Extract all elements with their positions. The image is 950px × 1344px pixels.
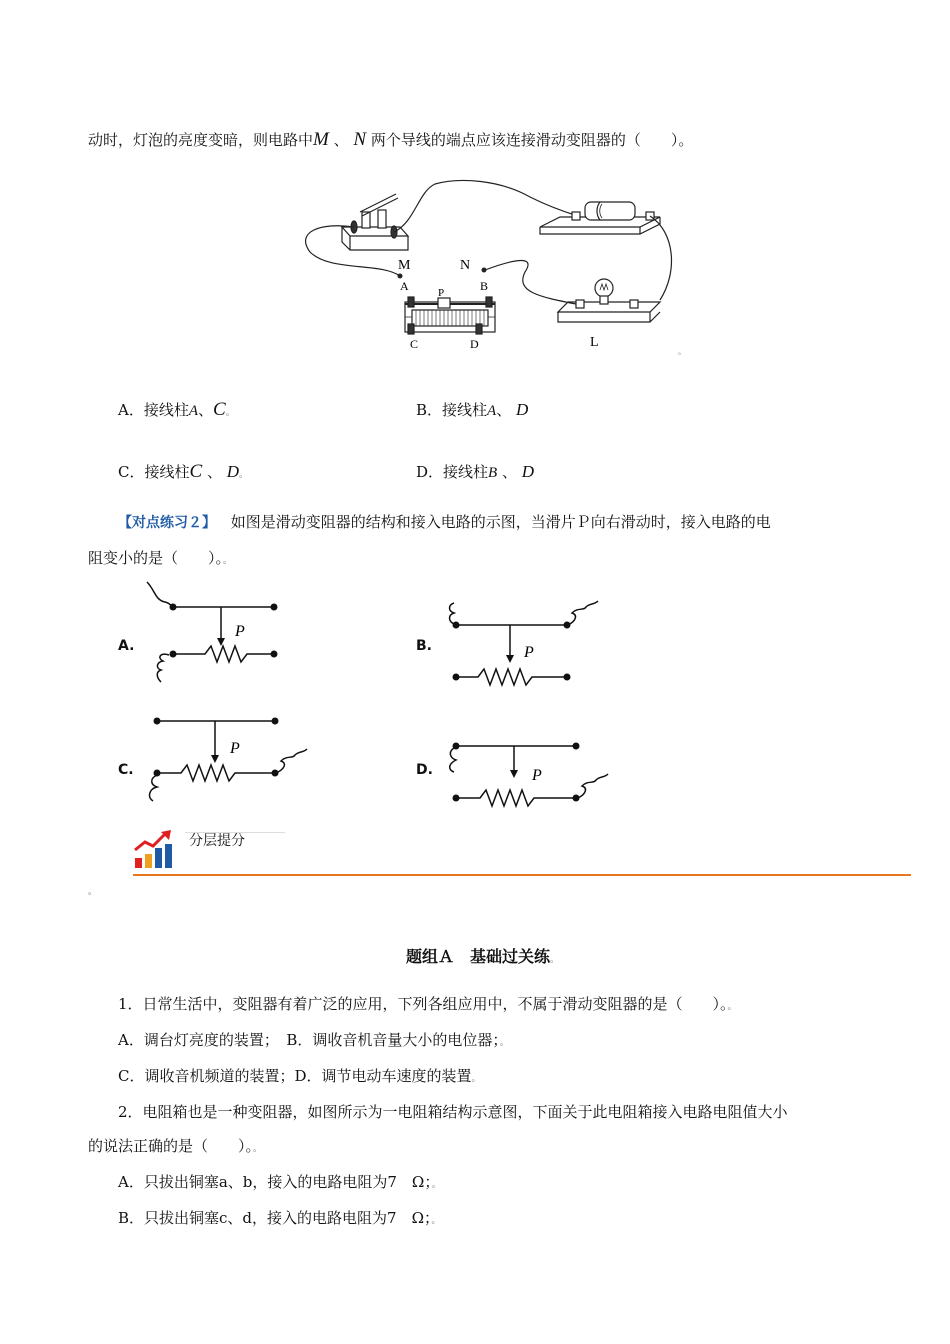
q2-option-b[interactable] [118,1208,441,1231]
banner-title: 分层提分 [189,833,245,849]
practice2-tag: 【对点练习２】 [118,515,216,531]
choice-d-v1: B [488,465,498,481]
choice-a-prefix: A．接线柱 [118,401,189,419]
q1-options-line1[interactable] [118,1030,509,1053]
option-c-p-label: P [230,740,240,757]
choice-d-prefix: D．接线柱 [416,463,489,481]
option-a-p-label: P [235,623,245,640]
rheostat-option-a [145,580,295,690]
q2-option-b-text: B．只拔出铜塞c、d，接入的电路电阻为7 Ω； [118,1209,432,1227]
q1-options-line2-text: C．调收音机频道的装置；D．调节电动车速度的装置 [118,1067,472,1085]
choice-d[interactable] [416,462,534,483]
practice2-line2 [88,548,232,571]
q2-option-a[interactable] [118,1172,441,1195]
circuit-figure [300,172,700,362]
terminal-m-dot [398,274,403,279]
q2-stem2-text: 的说法正确的是（ ）。 [88,1137,254,1155]
practice2-line1 [118,512,771,533]
q1-options-line1-text: A．调台灯亮度的装置； B．调收音机音量大小的电位器； [118,1031,500,1049]
choice-a-sep: 、 [198,401,214,419]
label-a: A [400,279,409,293]
choice-c[interactable] [118,462,248,485]
q2-stem2-mark: 。 [253,1144,263,1154]
choice-b[interactable] [416,400,528,421]
practice2-mark: 。 [223,556,233,566]
option-d-p-label: P [532,767,542,784]
practice2-text2: 阻变小的是（ ）。 [88,549,224,567]
q1-stem [118,994,737,1017]
growth-chart-icon [133,830,175,870]
intro-text-part1: 动时，灯泡的亮度变暗，则电路中 [88,131,314,149]
section-banner [133,826,913,878]
q2-option-b-mark: 。 [431,1216,441,1226]
label-m: M [398,258,411,273]
group-a-title-mark: 。 [550,955,560,965]
intro-sep: 、 [333,131,349,149]
choice-c-prefix: C．接线柱 [118,463,190,481]
label-l: L [590,335,599,350]
label-b: B [480,279,489,293]
figure-end-mark: 。 [678,347,686,356]
q1-options-line1-mark: 。 [499,1038,509,1048]
q1-stem-mark: 。 [727,1002,737,1012]
option-b-label[interactable]: B. [416,638,432,654]
intro-text-part2: 两个导线的端点应该连接滑动变阻器的（ ）。 [370,131,694,149]
banner-divider [133,874,911,876]
rheostat-option-c [145,705,315,810]
choice-c-sep: 、 [206,463,222,481]
option-d-label[interactable]: D. [416,762,433,778]
q2-stem-line1 [118,1102,788,1122]
terminal-n-dot [482,268,487,273]
choice-a-v1: A [188,403,199,419]
practice2-text1: 如图是滑动变阻器的结构和接入电路的示图，当滑片Ｐ向右滑动时，接入电路的电 [230,513,771,531]
choice-b-sep: 、 [496,401,512,419]
label-c: C [410,337,419,351]
choice-b-v1: A [487,403,497,419]
intro-line [88,130,693,150]
q2-option-a-mark: 。 [431,1180,441,1190]
choice-c-mark: 。 [239,470,249,480]
group-a-title: 题组Ａ 基础过关练 [406,947,551,966]
choice-d-sep: 、 [501,463,517,481]
var-n: N [353,129,367,150]
option-a-label[interactable]: A. [118,638,135,654]
choice-a-mark: 。 [225,408,235,418]
q2-stem1-text: 2．电阻箱也是一种变阻器，如图所示为一电阻箱结构示意图，下面关于此电阻箱接入电路电阻值大小 [118,1103,788,1121]
choice-a[interactable] [118,400,235,423]
option-b-p-label: P [524,644,534,661]
label-p: P [438,287,445,299]
label-d: D [470,337,479,351]
q2-option-a-text: A．只拔出铜塞a、b，接入的电路电阻为7 Ω； [118,1173,432,1191]
option-c-label[interactable]: C. [118,762,134,778]
rheostat-option-b [440,595,610,690]
q1-options-line2[interactable] [118,1066,481,1089]
choice-b-v2: D [516,400,529,419]
q1-stem-text: 1．日常生活中，变阻器有着广泛的应用，下列各组应用中，不属于滑动变阻器的是（ ）。 [118,995,728,1013]
q2-stem-line2 [88,1136,262,1159]
choice-c-v1: C [189,461,203,482]
choice-a-v2: C [213,399,226,420]
choice-c-v2: D [226,462,240,481]
banner-title-underline [185,832,285,833]
var-m: M [313,129,329,150]
q1-options-line2-mark: 。 [471,1074,481,1084]
choice-b-prefix: B．接线柱 [416,401,488,419]
banner-end-mark: 。 [88,887,98,897]
label-n: N [460,258,471,273]
rheostat-option-d [440,732,620,812]
group-a-heading [406,944,559,967]
choice-d-v2: D [521,462,535,481]
